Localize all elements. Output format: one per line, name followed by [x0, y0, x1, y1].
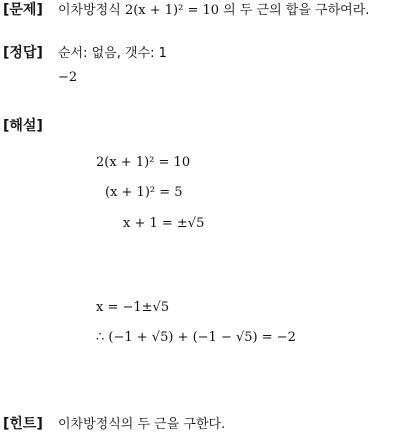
problem-text-prefix: 이차방정식: [58, 3, 121, 18]
problem-label: [문제]: [3, 2, 43, 18]
solution-step-2: (x + 1)² = 5: [105, 185, 183, 200]
problem-text-suffix: 의 두 근의 합을 구하여라.: [223, 3, 370, 18]
answer-meta: 순서: 없음, 갯수: 1: [58, 46, 167, 61]
solution-conclusion: ∴ (−1 + √5) + (−1 − √5) = −2: [96, 330, 296, 345]
answer-label: [정답]: [3, 45, 43, 61]
problem-equation: 2(x + 1)² = 10: [124, 3, 220, 18]
hint-label: [힌트]: [3, 416, 43, 432]
hint-text: 이차방정식의 두 근을 구한다.: [58, 417, 226, 432]
solution-step-1: 2(x + 1)² = 10: [96, 155, 191, 170]
problem-statement: [58, 3, 369, 19]
solution-step-3: x + 1 = ±√5: [123, 216, 205, 231]
solution-step-4: x = −1±√5: [96, 300, 170, 315]
solution-label: [해설]: [3, 118, 43, 134]
answer-value: −2: [58, 70, 78, 85]
